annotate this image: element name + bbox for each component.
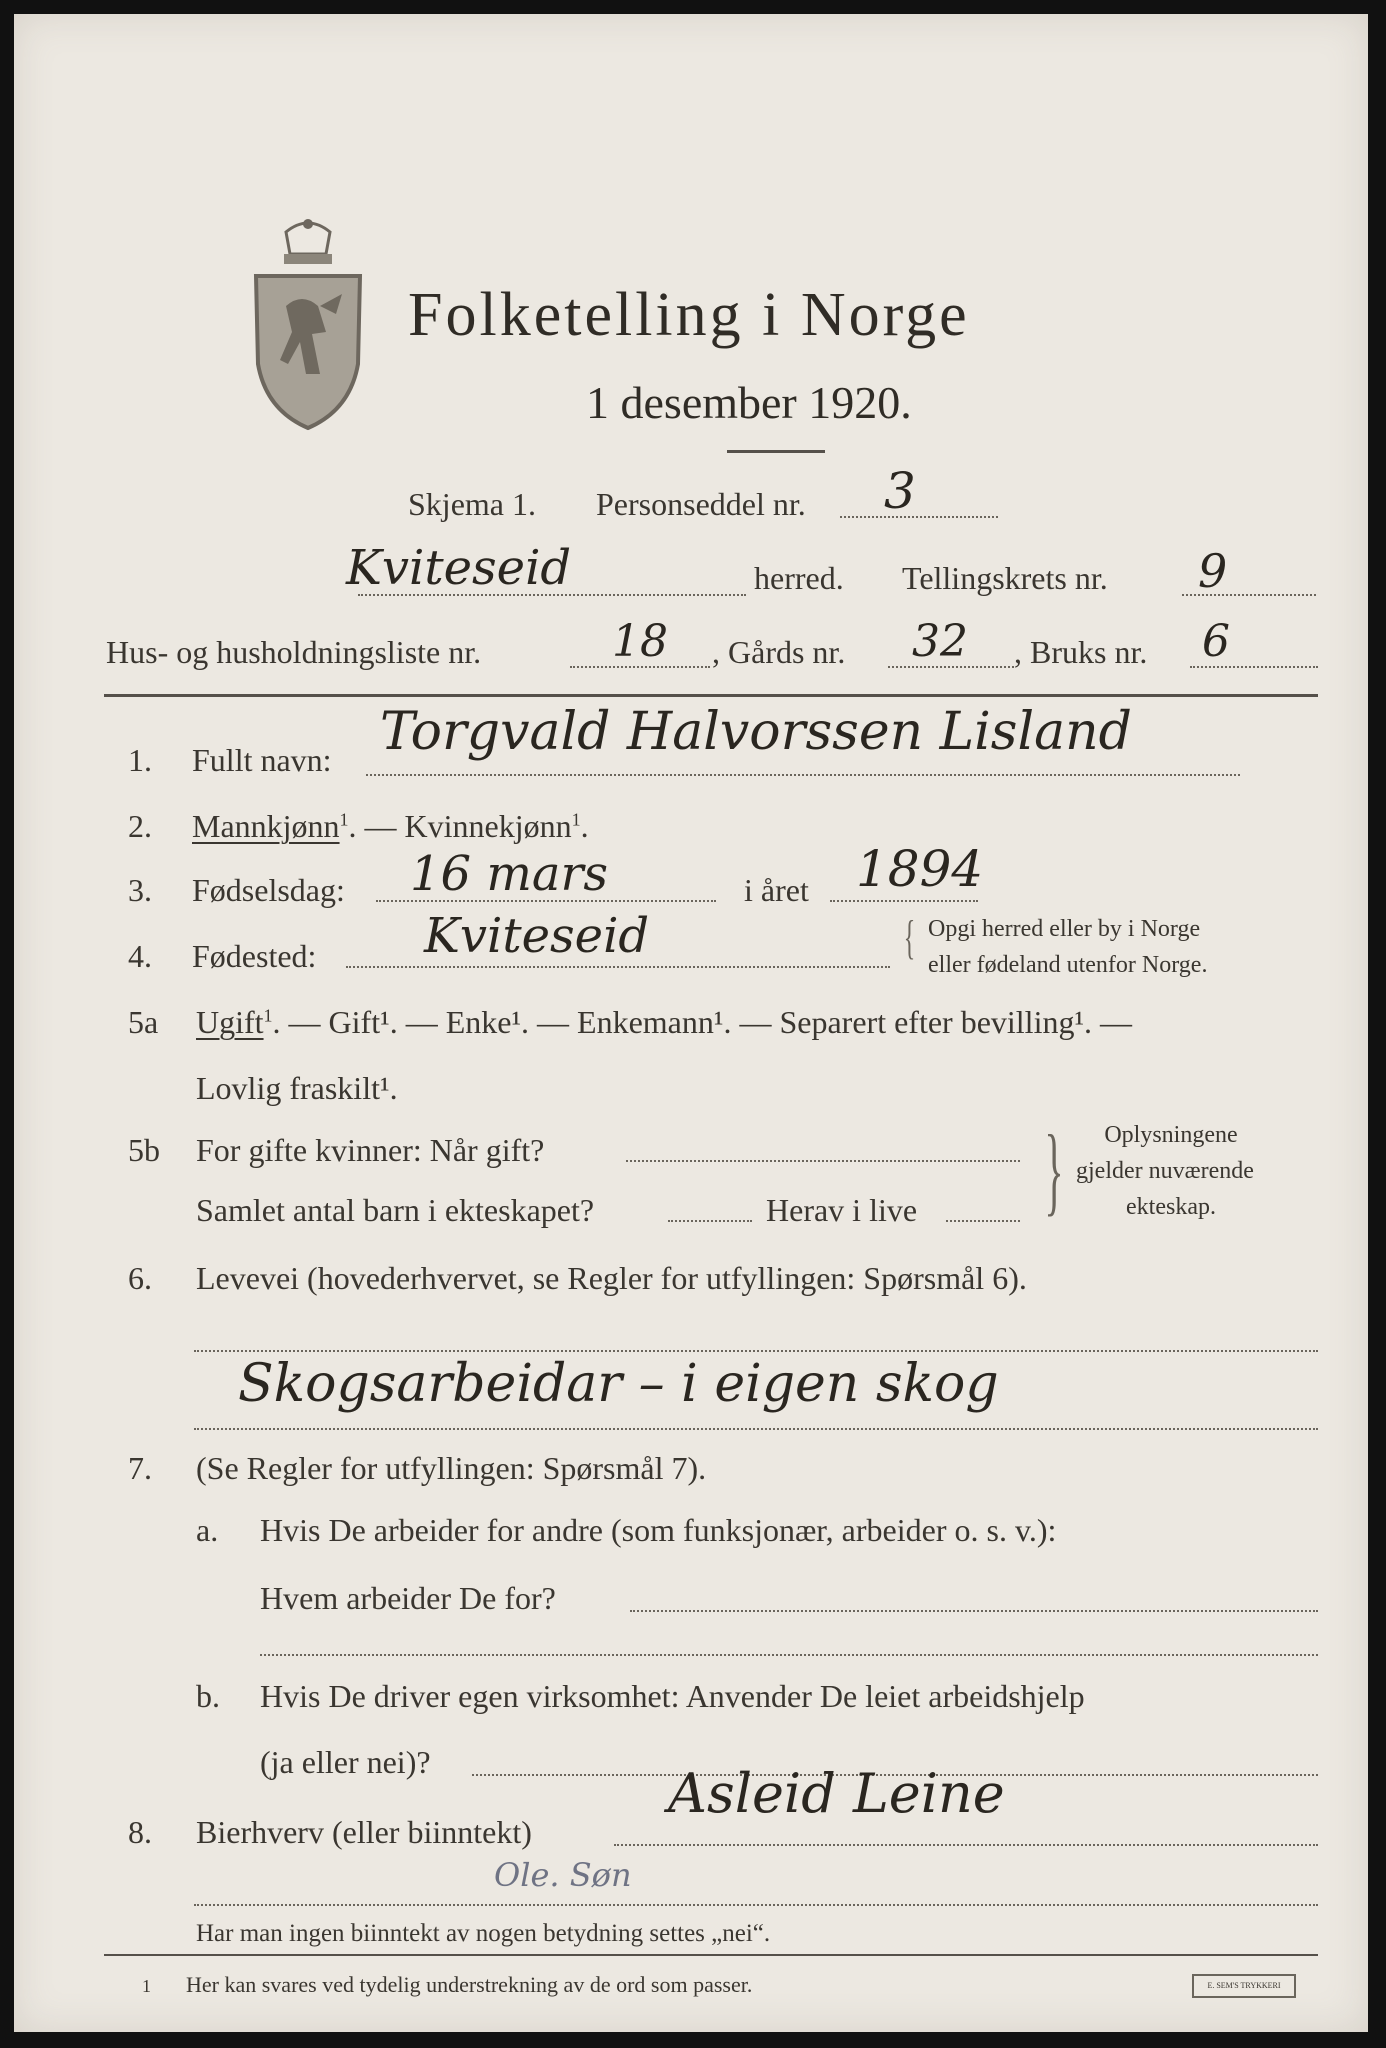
q1-label: Fullt navn:: [192, 742, 332, 778]
tellingskrets-label: Tellingskrets nr.: [902, 560, 1108, 596]
children-alive-line: [946, 1220, 1020, 1222]
q5b-number: 5b: [128, 1132, 160, 1168]
birthplace-note-brace: {: [903, 911, 916, 964]
title-divider: [727, 450, 825, 453]
birthdate-value[interactable]: 16 mars: [410, 846, 609, 902]
birth-year-value[interactable]: 1894: [856, 840, 984, 898]
herred-value[interactable]: Kviteseid: [346, 540, 572, 596]
side-income-note: Ole. Søn: [494, 1856, 632, 1894]
tellingskrets-value[interactable]: 9: [1198, 544, 1228, 598]
census-date: 1 desember 1920.: [586, 377, 912, 428]
q7-number: 7.: [128, 1450, 152, 1486]
husholdningsliste-value[interactable]: 18: [612, 616, 668, 667]
gender-options: [192, 808, 589, 845]
marital-other-options: . — Gift¹. — Enke¹. — Enkemann¹. — Separert efter bevilling¹. —: [272, 1004, 1133, 1040]
gards-label: , Gårds nr.: [712, 634, 846, 670]
gender-male-footnote: 1: [339, 809, 349, 830]
employer-label: Hvem arbeider De for?: [260, 1580, 556, 1616]
schema-prefix: Skjema 1.: [408, 486, 536, 522]
q2-number: 2.: [128, 808, 152, 844]
birthplace-line: [346, 966, 890, 968]
full-name-line: [366, 774, 1240, 776]
side-income-value[interactable]: Asleid Leine: [668, 1762, 1005, 1825]
gender-female-footnote: 1: [571, 809, 581, 830]
printer-stamp: E. SEM'S TRYKKERI: [1192, 1974, 1296, 1998]
census-form-page: [14, 14, 1368, 2032]
form-title: Folketelling i Norge: [408, 281, 970, 349]
hired-help-label: (ja eller nei)?: [260, 1744, 431, 1780]
q4-number: 4.: [128, 938, 152, 974]
birth-year-line: [830, 900, 978, 902]
q6-number: 6.: [128, 1260, 152, 1296]
gards-value[interactable]: 32: [912, 616, 968, 667]
header-rule: [104, 694, 1318, 697]
personseddel-label: Personseddel nr.: [596, 486, 806, 522]
bruks-value[interactable]: 6: [1202, 616, 1230, 667]
q7a-question: Hvis De arbeider for andre (som funksjonær, arbeider o. s. v.):: [260, 1512, 1057, 1548]
employer-line-2: [260, 1654, 1318, 1656]
birthdate-line: [376, 900, 716, 902]
birthplace-value[interactable]: Kviteseid: [424, 908, 650, 964]
gender-separator: . —: [348, 808, 405, 844]
footer-rule: [104, 1954, 1318, 1956]
marriage-note-line1: Oplysningene: [1104, 1122, 1238, 1148]
norwegian-coat-of-arms-icon: [246, 214, 370, 434]
gender-female-option[interactable]: Kvinnekjønn: [404, 808, 572, 844]
birthplace-note-line1: Opgi herred eller by i Norge: [928, 916, 1201, 942]
full-name-value[interactable]: Torgvald Halvorssen Lisland: [380, 702, 1132, 762]
gender-male-option[interactable]: Mannkjønn: [192, 808, 340, 844]
marriage-note-brace: }: [1044, 1114, 1064, 1225]
q7a-letter: a.: [196, 1512, 219, 1548]
marital-divorced-option: Lovlig fraskilt¹.: [196, 1070, 398, 1106]
q3-number: 3.: [128, 872, 152, 908]
marriage-note-line3: ekteskap.: [1126, 1194, 1216, 1220]
q6-label: Levevei (hovederhvervet, se Regler for utfyllingen: Spørsmål 6).: [196, 1260, 1027, 1296]
q3-label: Fødselsdag:: [192, 872, 345, 908]
bruks-label: , Bruks nr.: [1014, 634, 1148, 670]
q5a-number: 5a: [128, 1004, 159, 1040]
footnote-text: Her kan svares ved tydelig understrekning av de ord som passer.: [186, 1972, 753, 1997]
q1-number: 1.: [128, 742, 152, 778]
birth-year-label: i året: [744, 872, 809, 908]
married-when-label: For gifte kvinner: Når gift?: [196, 1132, 545, 1168]
occupation-line-1: [194, 1350, 1318, 1352]
side-income-line: [614, 1844, 1318, 1846]
q7b-letter: b.: [196, 1678, 220, 1714]
footnote-number: 1: [142, 1976, 151, 1996]
q8-label: Bierhverv (eller biinntekt): [196, 1814, 532, 1850]
q7b-question: Hvis De driver egen virksomhet: Anvender De leiet arbeidshjelp: [260, 1678, 1085, 1714]
occupation-value[interactable]: Skogsarbeidar – i eigen skog: [238, 1354, 999, 1414]
children-alive-label: Herav i live: [766, 1192, 918, 1228]
children-count-label: Samlet antal barn i ekteskapet?: [196, 1192, 595, 1228]
q8-number: 8.: [128, 1814, 152, 1850]
husholdningsliste-label: Hus- og husholdningsliste nr.: [106, 634, 482, 670]
personseddel-line: [840, 516, 998, 518]
occupation-line-2: [194, 1428, 1318, 1430]
herred-line: [358, 594, 746, 596]
marriage-note-line2: gjelder nuværende: [1076, 1158, 1254, 1184]
q7-label: (Se Regler for utfyllingen: Spørsmål 7).: [196, 1450, 707, 1486]
marital-unmarried-footnote: 1: [263, 1005, 273, 1026]
marital-unmarried-option[interactable]: Ugift: [196, 1004, 264, 1040]
employer-line: [630, 1610, 1318, 1612]
children-count-line: [668, 1220, 752, 1222]
side-income-instruction: Har man ingen biinntekt av nogen betydning settes „nei“.: [196, 1920, 771, 1947]
gender-end: .: [580, 808, 589, 844]
marital-status-options: [196, 1004, 1132, 1041]
personseddel-value[interactable]: 3: [884, 462, 916, 520]
q4-label: Fødested:: [192, 938, 317, 974]
side-income-line-2: [194, 1904, 1318, 1906]
married-when-line: [626, 1160, 1020, 1162]
herred-label: herred.: [754, 560, 844, 596]
birthplace-note-line2: eller fødeland utenfor Norge.: [928, 952, 1208, 978]
